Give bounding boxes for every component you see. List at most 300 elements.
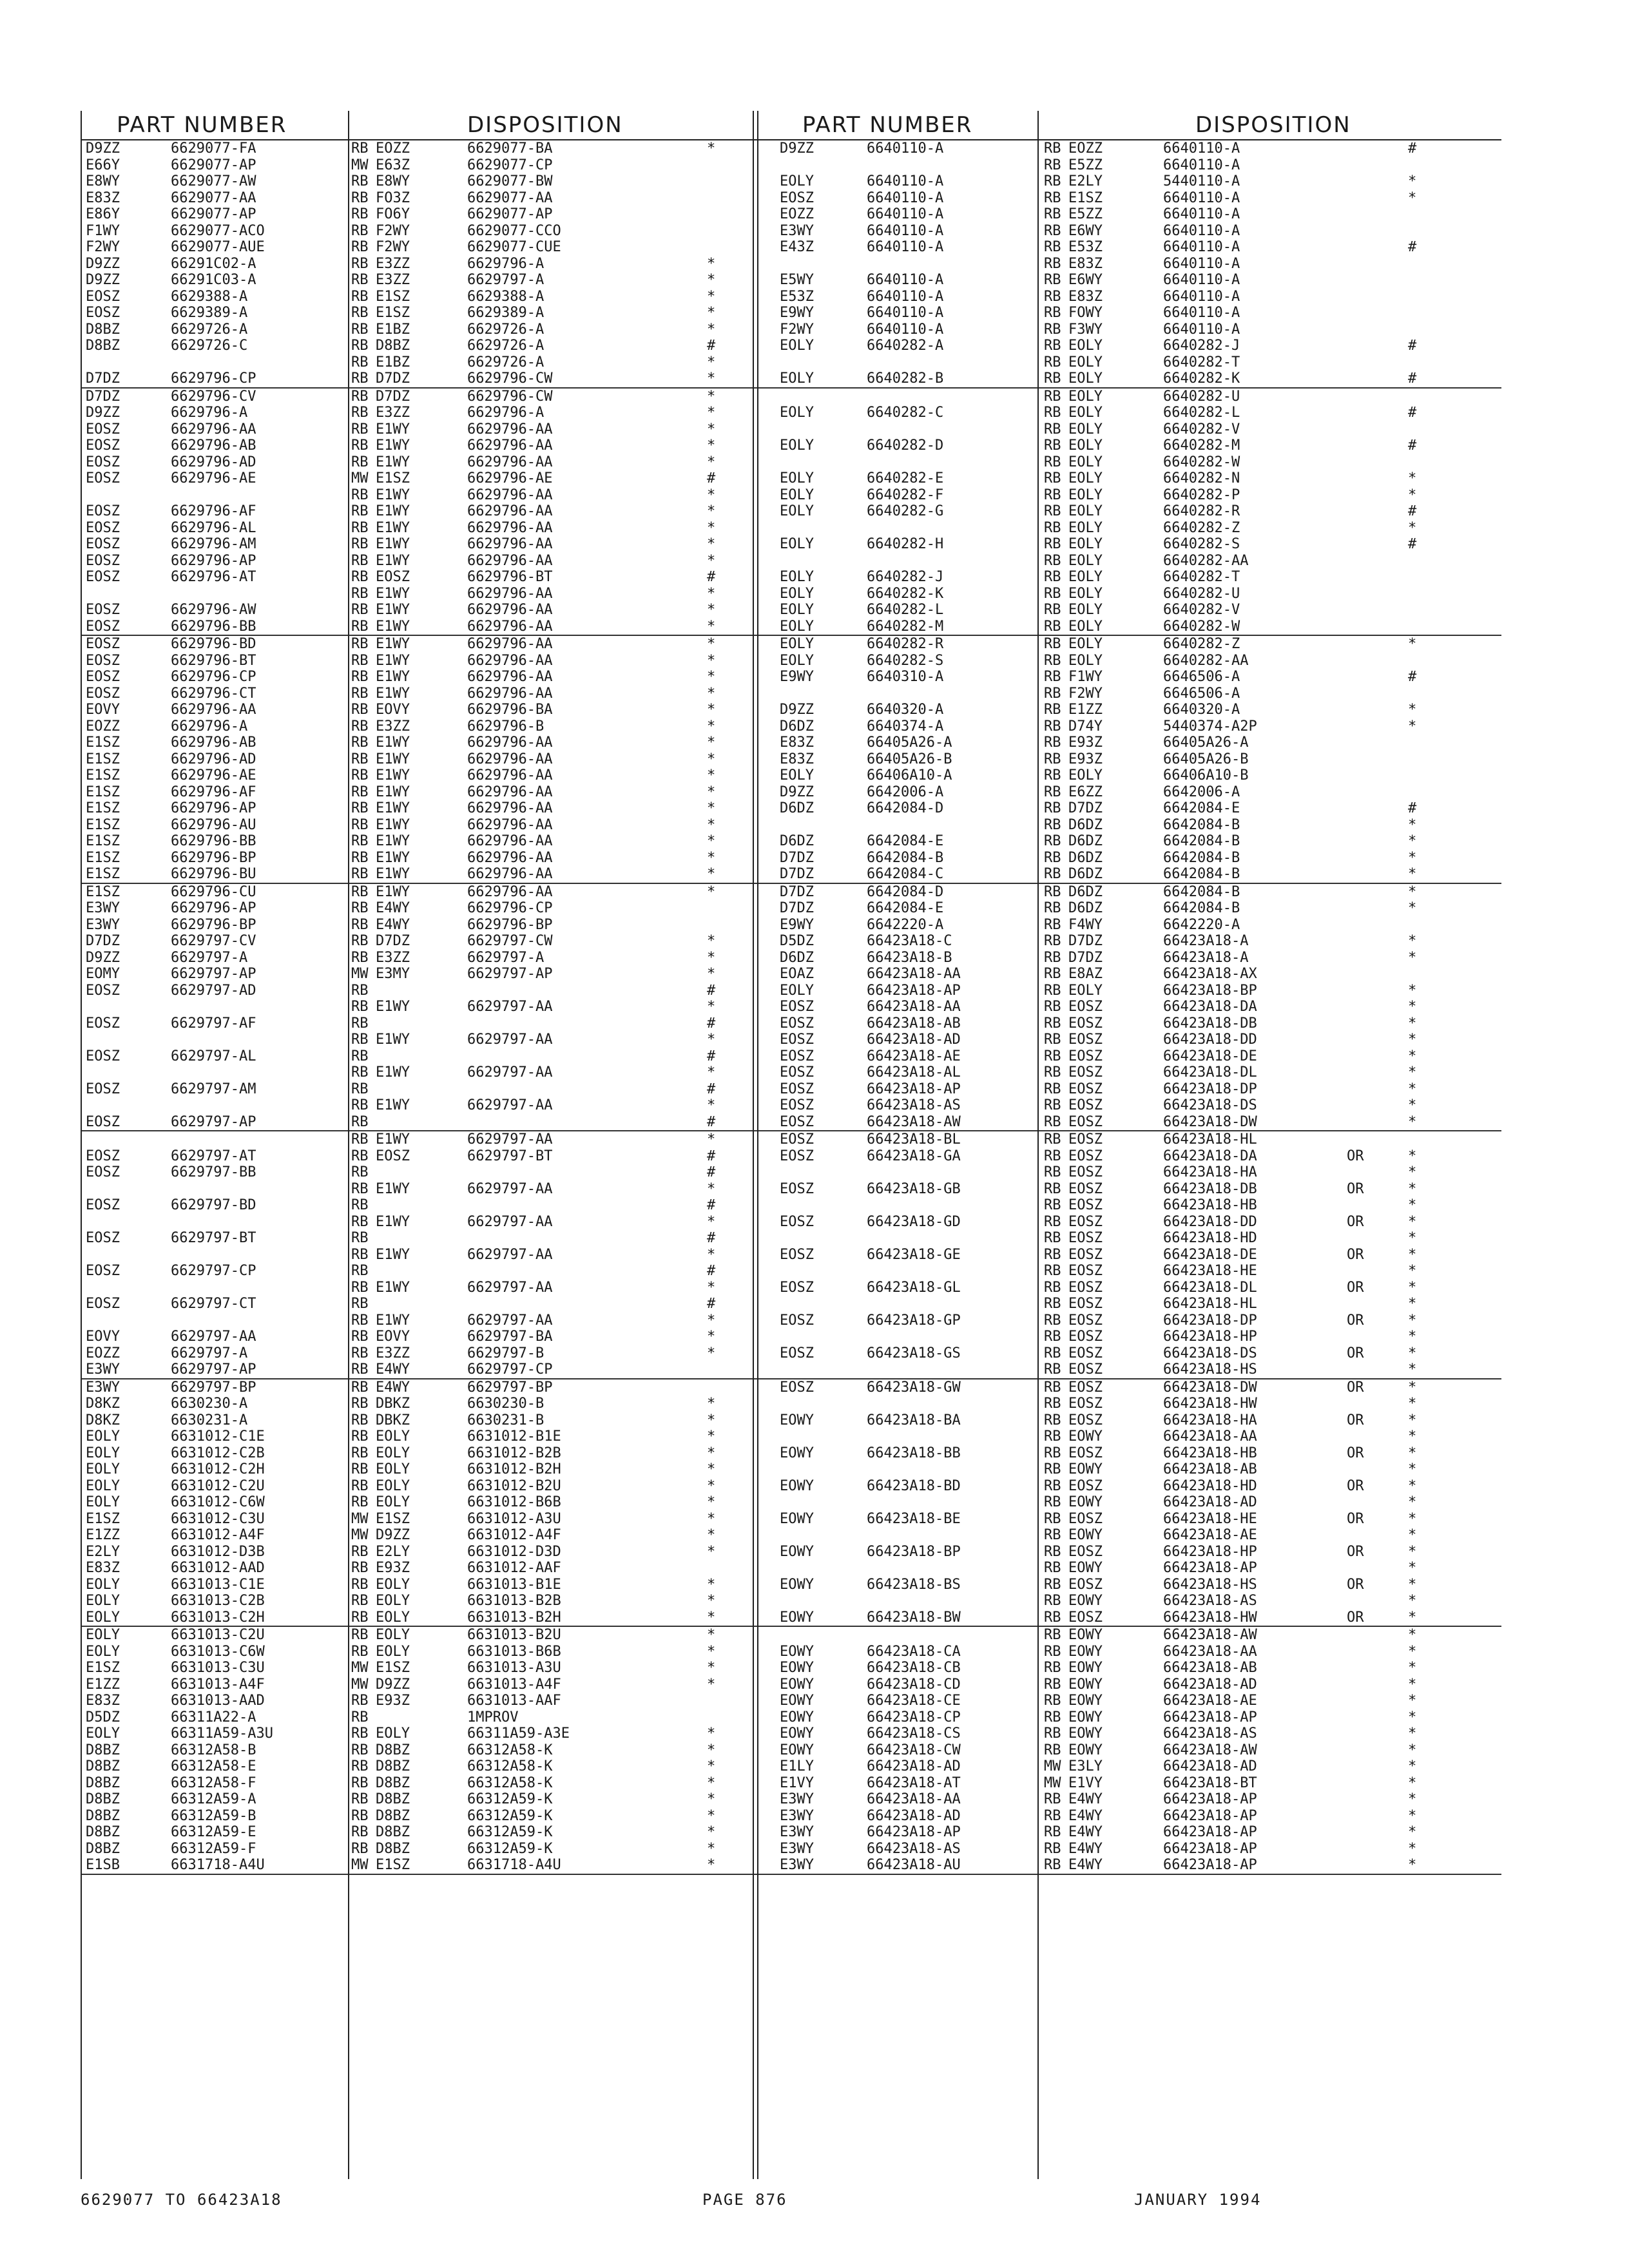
part-number: 66423A18-CA — [867, 1643, 961, 1660]
plant-code: EOSZ — [86, 1113, 120, 1130]
code: RB — [1044, 173, 1061, 189]
mark: * — [1408, 816, 1417, 833]
footer-range: 6629077 TO 66423A18 — [81, 2191, 282, 2209]
code: RB — [351, 1197, 369, 1213]
disposition-plant: E1WY — [376, 1213, 410, 1230]
disposition-plant: EOSZ — [1068, 1576, 1103, 1593]
part-number: 66423A18-CB — [867, 1660, 961, 1676]
code: RB — [351, 1263, 369, 1279]
plant-code: EOSZ — [86, 685, 120, 702]
mark: * — [707, 1807, 716, 1824]
disposition-plant: EOSZ — [1068, 1230, 1103, 1246]
code: RB — [1044, 1180, 1061, 1197]
or-note: OR — [1347, 1510, 1364, 1527]
mark: * — [707, 1412, 716, 1428]
mark: * — [707, 1279, 716, 1296]
part-number: 66423A18-AB — [867, 1015, 961, 1032]
disposition-part: 6629796-CP — [467, 900, 553, 916]
disposition-part: 6629796-AA — [467, 751, 553, 767]
plant-code: EOSZ — [86, 669, 120, 685]
mark: * — [707, 833, 716, 849]
disposition-part: 66423A18-BT — [1163, 1774, 1257, 1791]
code: RB — [351, 519, 369, 536]
table-row — [757, 884, 1501, 901]
disposition-part: 66423A18-AB — [1163, 1660, 1257, 1676]
disposition-plant: E3ZZ — [376, 272, 410, 288]
code: RB — [1044, 916, 1061, 933]
part-number: 6629796-AL — [171, 519, 256, 536]
code: MW — [1044, 1758, 1061, 1774]
table-row — [81, 239, 825, 256]
part-number: 6640282-D — [867, 437, 944, 454]
part-number: 66423A18-AS — [867, 1840, 961, 1857]
disposition-part: 6629726-A — [467, 338, 545, 354]
plant-code: E1SZ — [86, 816, 120, 833]
disposition-part: 66423A18-HD — [1163, 1230, 1257, 1246]
plant-code: EOSZ — [86, 470, 120, 486]
mark: # — [707, 1164, 716, 1180]
mark: # — [707, 1148, 716, 1164]
disposition-plant: E3MY — [376, 966, 410, 982]
code: RB — [1044, 569, 1061, 585]
table-row — [81, 900, 825, 917]
disposition-plant: E1WY — [376, 503, 410, 519]
disposition-part: 6629796-AA — [467, 421, 553, 437]
disposition-plant: E3ZZ — [376, 1345, 410, 1361]
disposition-part: 66423A18-AE — [1163, 1693, 1257, 1709]
plant-code: EOSZ — [86, 1296, 120, 1312]
code: RB — [351, 1543, 369, 1560]
right-table — [757, 110, 1501, 1875]
plant-code: E1SZ — [86, 751, 120, 767]
disposition-part: 66405A26-B — [1163, 751, 1249, 767]
disposition-part: 66423A18-DD — [1163, 1032, 1257, 1048]
disposition-plant: D8BZ — [376, 1742, 410, 1758]
table-row — [81, 157, 825, 174]
part-number: 66405A26-B — [867, 751, 952, 767]
code: RB — [1044, 1693, 1061, 1709]
mark: * — [707, 1576, 716, 1593]
code: RB — [1044, 1263, 1061, 1279]
disposition-plant: DBKZ — [376, 1396, 410, 1412]
table-row — [757, 653, 1501, 669]
disposition-plant: EOVY — [376, 702, 410, 718]
disposition-plant: F4WY — [1068, 916, 1103, 933]
mark: * — [707, 437, 716, 454]
mark: * — [707, 1329, 716, 1345]
table-row — [81, 1544, 825, 1561]
disposition-plant: E1BZ — [376, 321, 410, 338]
disposition-plant: D7DZ — [376, 933, 410, 949]
code: RB — [1044, 1379, 1061, 1396]
disposition-plant: E1WY — [376, 751, 410, 767]
table-row — [757, 256, 1501, 273]
plant-code: EOLY — [780, 370, 814, 387]
code: MW — [351, 470, 369, 486]
part-number: 6629077-AP — [171, 157, 256, 173]
disposition-plant: F3WY — [1068, 321, 1103, 338]
part-number: 6631013-C6W — [171, 1643, 265, 1660]
mark: * — [707, 999, 716, 1015]
mark: * — [707, 685, 716, 702]
table-row — [757, 784, 1501, 801]
disposition-part: 6629797-AA — [467, 999, 553, 1015]
disposition-part: 66423A18-HP — [1163, 1543, 1257, 1560]
code: RB — [351, 669, 369, 685]
plant-code: EOSZ — [86, 1148, 120, 1164]
disposition-plant: EOLY — [1068, 338, 1103, 354]
part-number: 6629796-AA — [171, 421, 256, 437]
disposition-plant: EOLY — [1068, 767, 1103, 783]
mark: * — [707, 1840, 716, 1857]
mark: * — [1408, 949, 1417, 966]
mark: * — [1408, 1180, 1417, 1197]
disposition-part: 6629796-AA — [467, 767, 553, 783]
table-row — [81, 1081, 825, 1098]
mark: * — [707, 486, 716, 503]
table-row — [81, 718, 825, 735]
part-number: 6629796-AF — [171, 783, 256, 800]
disposition-plant: E4WY — [1068, 1857, 1103, 1873]
mark: * — [707, 966, 716, 982]
disposition-part: 66423A18-AB — [1163, 1461, 1257, 1477]
disposition-plant: EOLY — [376, 1576, 410, 1593]
disposition-part: 6629796-AA — [467, 800, 553, 816]
code: RB — [1044, 288, 1061, 305]
mark: * — [1408, 1230, 1417, 1246]
disposition-part: 6629797-AA — [467, 1131, 553, 1148]
disposition-part: 6629797-CW — [467, 933, 553, 949]
disposition-plant: EOLY — [1068, 618, 1103, 635]
disposition-plant: EOWY — [1068, 1428, 1103, 1445]
disposition-plant: DBKZ — [376, 1412, 410, 1428]
code: RB — [351, 849, 369, 866]
disposition-plant: EOSZ — [1068, 1164, 1103, 1180]
disposition-plant: E1WY — [376, 552, 410, 569]
mark: * — [1408, 486, 1417, 503]
plant-code: E1SZ — [86, 849, 120, 866]
code: RB — [1044, 255, 1061, 272]
disposition-plant: E1WY — [376, 816, 410, 833]
code: RB — [351, 272, 369, 288]
disposition-plant: E6WY — [1068, 272, 1103, 288]
part-number: 6629796-A — [171, 405, 248, 421]
code: RB — [351, 1693, 369, 1709]
disposition-part: 66423A18-A — [1163, 933, 1249, 949]
disposition-part: 6631013-A3U — [467, 1660, 561, 1676]
part-number: 66423A18-GA — [867, 1148, 961, 1164]
plant-code: E43Z — [780, 239, 814, 255]
disposition-part: 66312A59-K — [467, 1807, 553, 1824]
disposition-part: 6629796-AA — [467, 652, 553, 669]
disposition-part: 66423A18-HL — [1163, 1296, 1257, 1312]
disposition-plant: EOSZ — [1068, 1015, 1103, 1032]
footer-date: JANUARY 1994 — [1134, 2191, 1262, 2209]
code: MW — [351, 1660, 369, 1676]
disposition-plant: F2WY — [376, 239, 410, 255]
table-row — [757, 1610, 1501, 1628]
disposition-plant: E8AZ — [1068, 966, 1103, 982]
mark: * — [1408, 1627, 1417, 1643]
plant-code: EOWY — [780, 1576, 814, 1593]
disposition-part: 6629796-A — [467, 405, 545, 421]
part-number: 66423A18-AA — [867, 999, 961, 1015]
part-number: 66406A10-A — [867, 767, 952, 783]
table-row — [757, 983, 1501, 999]
part-number: 66423A18-BW — [867, 1609, 961, 1626]
disposition-part: 6629796-AA — [467, 849, 553, 866]
disposition-plant: D74Y — [1068, 718, 1103, 735]
table-row — [81, 917, 825, 934]
code: RB — [1044, 966, 1061, 982]
code: RB — [351, 1428, 369, 1445]
or-note: OR — [1347, 1312, 1364, 1329]
disposition-part: 6629077-AA — [467, 189, 553, 206]
disposition-part: 6640110-A — [1163, 239, 1240, 255]
plant-code: EOLY — [780, 405, 814, 421]
disposition-part: 6642084-B — [1163, 866, 1240, 882]
disposition-part: 6640282-M — [1163, 437, 1240, 454]
table-row — [757, 1627, 1501, 1644]
table-row — [757, 553, 1501, 570]
mark: # — [707, 1230, 716, 1246]
plant-code: D8BZ — [86, 1824, 120, 1840]
table-row — [81, 1841, 825, 1858]
part-number: 66423A18-AA — [867, 1791, 961, 1807]
part-number: 66423A18-CP — [867, 1709, 961, 1725]
mark: * — [1408, 1461, 1417, 1477]
disposition-part: 66423A18-AD — [1163, 1494, 1257, 1510]
part-number: 6640282-K — [867, 585, 944, 602]
table-row — [757, 173, 1501, 190]
table-row — [81, 1824, 825, 1841]
mark: * — [1408, 1543, 1417, 1560]
part-number: 6640110-A — [867, 140, 944, 157]
table-row — [81, 1693, 825, 1709]
plant-code: EOLY — [780, 982, 814, 999]
mark: * — [1408, 982, 1417, 999]
table-row — [757, 223, 1501, 240]
disposition-plant: E1WY — [376, 999, 410, 1015]
disposition-plant: EOSZ — [1068, 1081, 1103, 1097]
code: RB — [351, 1758, 369, 1774]
table-row — [81, 1445, 825, 1462]
code: RB — [351, 388, 369, 405]
mark: * — [1408, 933, 1417, 949]
disposition-part: 66423A18-DE — [1163, 1048, 1257, 1064]
code: RB — [1044, 1048, 1061, 1064]
mark: * — [1408, 1361, 1417, 1378]
disposition-plant: E5ZZ — [1068, 157, 1103, 173]
table-row — [757, 1693, 1501, 1709]
disposition-part: 6640282-N — [1163, 470, 1240, 486]
plant-code: D8KZ — [86, 1412, 120, 1428]
part-number: 6629796-AA — [171, 702, 256, 718]
disposition-part: 66312A58-K — [467, 1774, 553, 1791]
disposition-plant: EOWY — [1068, 1742, 1103, 1758]
disposition-plant: FOWY — [1068, 305, 1103, 321]
disposition-plant: E3ZZ — [376, 405, 410, 421]
code: MW — [351, 157, 369, 173]
plant-code: EOSZ — [780, 999, 814, 1015]
mark: * — [1408, 1445, 1417, 1461]
plant-code: EOSZ — [780, 1180, 814, 1197]
or-note: OR — [1347, 1279, 1364, 1296]
disposition-part: 6629797-AP — [467, 966, 553, 982]
part-number: 6629797-AA — [171, 1329, 256, 1345]
mark: * — [1408, 1379, 1417, 1396]
code: RB — [1044, 1676, 1061, 1693]
code: RB — [351, 1791, 369, 1807]
part-number: 6631012-C3U — [171, 1510, 265, 1527]
code: RB — [351, 486, 369, 503]
plant-code: E66Y — [86, 157, 120, 173]
disposition-part: 6640282-P — [1163, 486, 1240, 503]
disposition-part: 6629796-AA — [467, 585, 553, 602]
table-row — [81, 1412, 825, 1429]
part-number: 6631013-AAD — [171, 1693, 265, 1709]
table-row — [81, 322, 825, 338]
disposition-part: 6630231-B — [467, 1412, 545, 1428]
disposition-plant: EOWY — [1068, 1725, 1103, 1742]
disposition-part: 6629797-BA — [467, 1329, 553, 1345]
disposition-plant: D9ZZ — [376, 1527, 410, 1543]
disposition-plant: E1WY — [376, 454, 410, 470]
disposition-part: 66423A18-DA — [1163, 1148, 1257, 1164]
plant-code: E53Z — [780, 288, 814, 305]
code: RB — [351, 288, 369, 305]
code: RB — [1044, 1643, 1061, 1660]
mark: * — [707, 751, 716, 767]
disposition-part: 66423A18-AP — [1163, 1857, 1257, 1873]
code: RB — [351, 652, 369, 669]
part-number: 6640110-A — [867, 272, 944, 288]
part-number: 6629796-AB — [171, 735, 256, 751]
part-number: 6629796-AU — [171, 816, 256, 833]
disposition-plant: E6WY — [1068, 222, 1103, 239]
mark: * — [707, 636, 716, 652]
plant-code: EOSZ — [780, 1131, 814, 1148]
disposition-plant: E93Z — [376, 1693, 410, 1709]
table-row — [757, 1081, 1501, 1098]
disposition-part: 6631012-A3U — [467, 1510, 561, 1527]
disposition-plant: D8BZ — [376, 1774, 410, 1791]
part-number: 66423A18-GS — [867, 1345, 961, 1361]
disposition-plant: E1SZ — [376, 470, 410, 486]
disposition-part: 6640282-T — [1163, 569, 1240, 585]
code: RB — [351, 866, 369, 882]
mark: * — [1408, 1725, 1417, 1742]
plant-code: EOLY — [86, 1445, 120, 1461]
disposition-plant: E93Z — [376, 1560, 410, 1576]
part-number: 6629796-BD — [171, 636, 256, 652]
mark: * — [707, 1345, 716, 1361]
part-number: 6642084-D — [867, 800, 944, 816]
plant-code: E8WY — [86, 173, 120, 189]
code: RB — [351, 405, 369, 421]
disposition-part: 66423A18-HS — [1163, 1576, 1257, 1593]
code: RB — [351, 1345, 369, 1361]
table-row — [81, 983, 825, 999]
column-rule — [81, 111, 82, 2179]
disposition-part: 5440374-A2P — [1163, 718, 1257, 735]
part-number: 6629797-BT — [171, 1230, 256, 1246]
disposition-plant: F2WY — [376, 222, 410, 239]
part-number: 6629796-CV — [171, 388, 256, 405]
mark: * — [707, 1725, 716, 1742]
disposition-plant: D8BZ — [376, 338, 410, 354]
disposition-part: 66423A18-AP — [1163, 1824, 1257, 1840]
table-row — [81, 470, 825, 487]
plant-code: EOSZ — [86, 602, 120, 618]
code: RB — [1044, 718, 1061, 735]
disposition-part: 6631718-A4U — [467, 1857, 561, 1873]
disposition-plant: D7DZ — [1068, 933, 1103, 949]
part-number: 6631012-A4F — [171, 1527, 265, 1543]
disposition-plant: E3LY — [1068, 1758, 1103, 1774]
mark: * — [707, 388, 716, 405]
table-row — [81, 289, 825, 305]
disposition-part: 6629796-AA — [467, 486, 553, 503]
disposition-part: 66423A18-AP — [1163, 1791, 1257, 1807]
disposition-part: 6640110-A — [1163, 272, 1240, 288]
disposition-plant: D6DZ — [1068, 816, 1103, 833]
disposition-part: 66423A18-HD — [1163, 1477, 1257, 1494]
disposition-part: 6640282-K — [1163, 370, 1240, 387]
code: RB — [1044, 751, 1061, 767]
table-row — [81, 1345, 825, 1362]
code: RB — [351, 1412, 369, 1428]
disposition-part: 66423A18-DW — [1163, 1379, 1257, 1396]
part-number: 6629726-A — [171, 321, 248, 338]
disposition-plant: EOSZ — [1068, 1263, 1103, 1279]
part-number: 66423A18-CW — [867, 1742, 961, 1758]
disposition-part: 6629796-AA — [467, 454, 553, 470]
disposition-plant: EOSZ — [1068, 1148, 1103, 1164]
disposition-part: 6640282-Z — [1163, 519, 1240, 536]
disposition-part: 6629797-AA — [467, 1097, 553, 1113]
mark: * — [1408, 999, 1417, 1015]
plant-code: EOWY — [780, 1725, 814, 1742]
plant-code: EOWY — [780, 1543, 814, 1560]
table-row — [81, 735, 825, 751]
code: RB — [1044, 816, 1061, 833]
plant-code: EOLY — [86, 1725, 120, 1742]
code: RB — [351, 239, 369, 255]
code: RB — [1044, 652, 1061, 669]
disposition-part: 6642084-B — [1163, 883, 1240, 900]
plant-code: EOLY — [780, 569, 814, 585]
plant-code: EOWY — [780, 1643, 814, 1660]
part-number: 6629796-BT — [171, 652, 256, 669]
code: RB — [351, 437, 369, 454]
code: RB — [351, 338, 369, 354]
part-number: 66423A18-AA — [867, 966, 961, 982]
part-number: 6640310-A — [867, 669, 944, 685]
table-row — [81, 140, 825, 157]
disposition-part: 66423A18-HW — [1163, 1396, 1257, 1412]
disposition-part: 6629796-AA — [467, 883, 553, 900]
mark: * — [707, 949, 716, 966]
table-row — [757, 1296, 1501, 1312]
part-number-heading: PART NUMBER — [117, 112, 287, 138]
disposition-part: 6629796-AA — [467, 866, 553, 882]
table-row — [81, 389, 825, 405]
part-number: 6629796-AP — [171, 552, 256, 569]
table-row — [757, 1131, 1501, 1148]
or-note: OR — [1347, 1576, 1364, 1593]
disposition-part: 66312A58-K — [467, 1758, 553, 1774]
